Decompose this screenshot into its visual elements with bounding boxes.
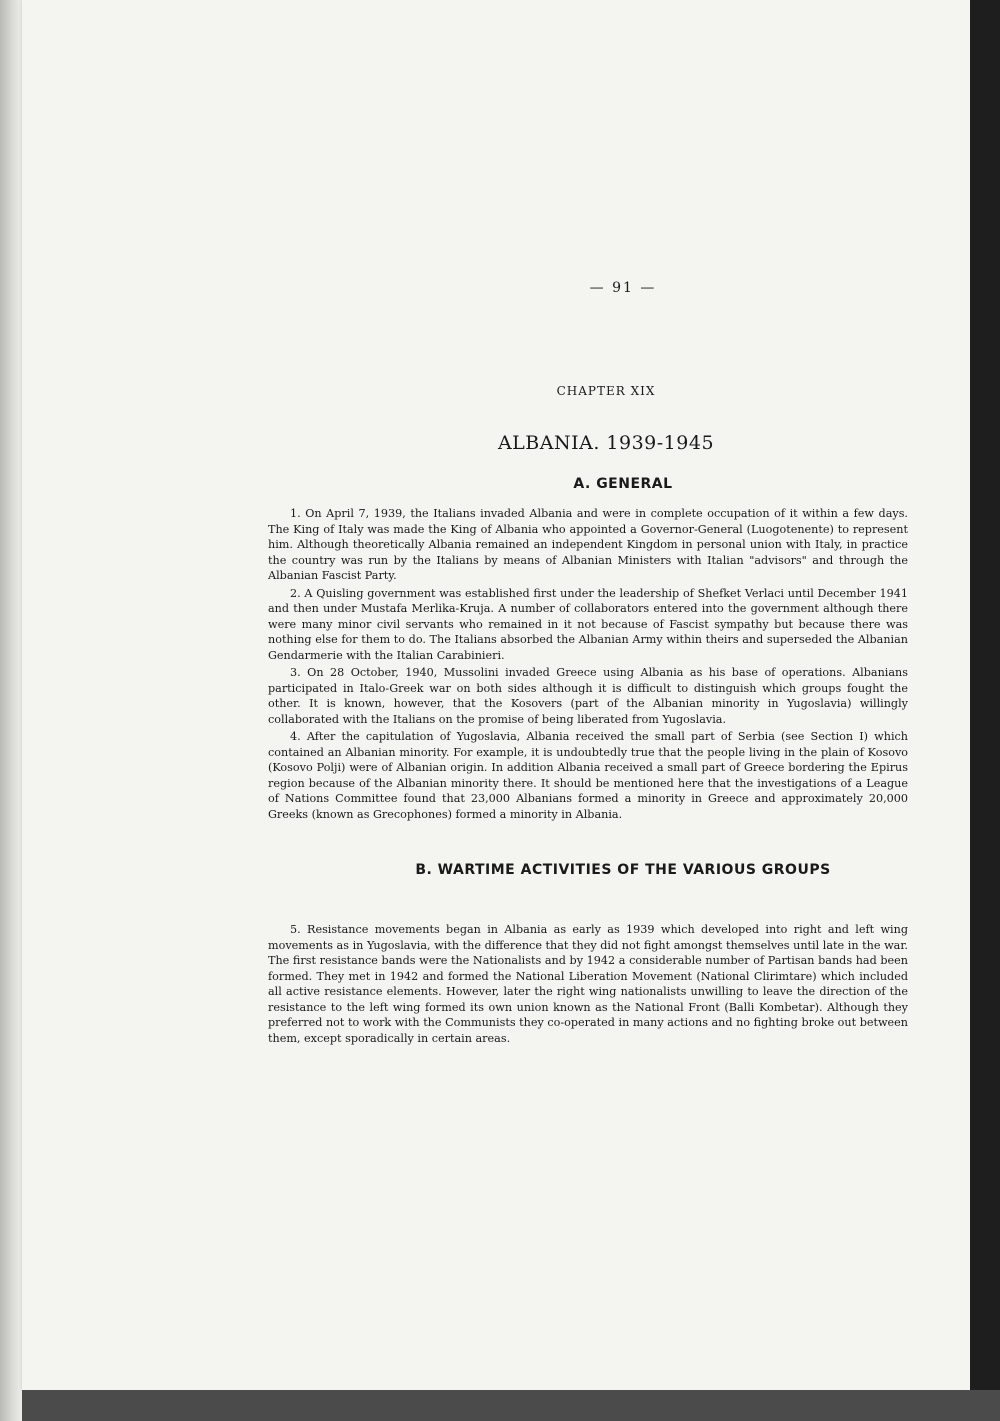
section-wartime-body	[268, 922, 908, 1046]
scan-border-bottom	[22, 1390, 1000, 1421]
binding-shadow	[0, 0, 22, 1421]
paragraph-4: 4. After the capitulation of Yugoslavia, Albania received the small part of Serbia (see Section I) which contained an Albanian minority. For example, it is undoubtedly true that the people living in the plain of Kosovo (Kosovo Polji) were of Albanian origin. In addition Albania received a small part of Greece bordering the Epirus region because of the Albanian minority there. It should be mentioned here that the investigations of a League of Nations Committee found that 23,000 Albanians formed a minority in Greece and approximately 20,000 Greeks (known as Grecophones) formed a minority in Albania.	[268, 730, 908, 821]
paragraph-1: 1. On April 7, 1939, the Italians invaded Albania and were in complete occupation of it within a few days. The King of Italy was made the King of Albania who appointed a Governor-General (Luogotenente) to represent him. Although theoretically Albania remained an independent Kingdom in personal union with Italy, in practice the country was run by the Italians by means of Albanian Ministers with Italian "advisors" and through the Albanian Fascist Party.	[268, 507, 908, 582]
paragraph-5: 5. Resistance movements began in Albania as early as 1939 which developed into right and left wing movements as in Yugoslavia, with the difference that they did not fight amongst themselves until late in the war. The first resistance bands were the Nationalists and by 1942 a considerable number of Partisan bands had been formed. They met in 1942 and formed the National Liberation Movement (National Clirimtare) which included all active resistance elements. However, later the right wing nationalists unwilling to leave the direction of the resistance to the left wing formed its own union known as the National Front (Balli Kombetar). Although they preferred not to work with the Communists they co-operated in many actions and no fighting broke out between them, except sporadically in certain areas.	[268, 923, 908, 1045]
section-general-body	[268, 506, 908, 822]
scan-border-right	[970, 0, 1000, 1421]
section-heading-general: A. GENERAL	[573, 476, 673, 492]
page-title: ALBANIA. 1939-1945	[497, 432, 715, 454]
paragraph-3: 3. On 28 October, 1940, Mussolini invaded Greece using Albania as his base of operations. Albanians participated in Italo-Greek war on both sides although it is difficult to distinguish which groups fought the other. It is known, however, that the Kosovers (part of the Albanian minority in Yugoslavia) willingly collaborated with the Italians on the promise of being liberated from Yugoslavia.	[268, 666, 908, 726]
section-heading-wartime-activities: B. WARTIME ACTIVITIES OF THE VARIOUS GROUPS	[415, 862, 831, 878]
paragraph-2: 2. A Quisling government was established first under the leadership of Shefket Verlaci until December 1941 and then under Mustafa Merlika-Kruja. A number of collaborators entered into the government although there were many minor civil servants who remained in it not because of Fascist sympathy but because there was nothing else for them to do. The Italians absorbed the Albanian Army within theirs and superseded the Albanian Gendarmerie with the Italian Carabinieri.	[268, 586, 908, 662]
text-column	[268, 280, 908, 1048]
page-number: — 91 —	[589, 280, 657, 296]
chapter-label: CHAPTER XIX	[556, 384, 656, 398]
